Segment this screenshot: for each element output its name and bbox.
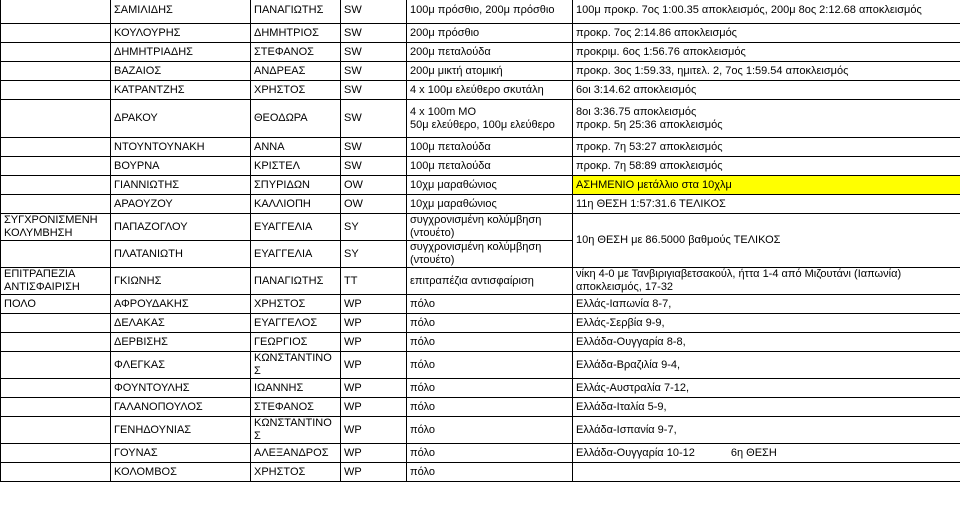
category-cell: SW — [341, 62, 407, 81]
result-cell: προκριμ. 6ος 1:56.76 αποκλεισμός — [573, 43, 960, 62]
last-name-cell: ΓΑΛΑΝΟΠΟΥΛΟΣ — [111, 398, 251, 417]
result-cell: προκρ. 3ος 1:59.33, ημιτελ. 2, 7ος 1:59.54 αποκλεισμός — [573, 62, 960, 81]
first-name-cell: ΕΥΑΓΓΕΛΟΣ — [251, 314, 341, 333]
last-name-cell: ΔΕΛΑΚΑΣ — [111, 314, 251, 333]
event-cell: πόλο — [407, 295, 573, 314]
result-cell: Ελλάδα-Ιταλία 5-9, — [573, 398, 960, 417]
first-name-cell: ΑΛΕΞΑΝΔΡΟΣ — [251, 444, 341, 463]
category-cell: SW — [341, 157, 407, 176]
category-cell: WP — [341, 379, 407, 398]
table-row — [1, 352, 960, 379]
table-row — [1, 417, 960, 444]
table-row — [1, 157, 960, 176]
last-name-cell: ΦΛΕΓΚΑΣ — [111, 352, 251, 379]
sport-cell — [1, 81, 111, 100]
table-row — [1, 333, 960, 352]
table-row — [1, 176, 960, 195]
result-cell: 6οι 3:14.62 αποκλεισμός — [573, 81, 960, 100]
event-cell: πόλο — [407, 352, 573, 379]
table-row — [1, 195, 960, 214]
sport-cell: ΠΟΛΟ — [1, 295, 111, 314]
event-cell: πόλο — [407, 463, 573, 482]
sport-cell — [1, 314, 111, 333]
result-line-1: 8οι 3:36.75 αποκλεισμός — [576, 105, 697, 118]
result-cell: Ελλάς-Αυστραλία 7-12, — [573, 379, 960, 398]
event-cell: 100μ πρόσθιο, 200μ πρόσθιο — [407, 0, 573, 24]
first-name-cell: ΙΩΑΝΝΗΣ — [251, 379, 341, 398]
sport-cell — [1, 241, 111, 268]
sport-cell: ΣΥΓΧΡΟΝΙΣΜΕΝΗ ΚΟΛΥΜΒΗΣΗ — [1, 214, 111, 241]
event-cell: πόλο — [407, 398, 573, 417]
table-row — [1, 444, 960, 463]
event-cell: πόλο — [407, 444, 573, 463]
result-cell — [573, 463, 960, 482]
category-cell: TT — [341, 268, 407, 295]
category-cell: OW — [341, 195, 407, 214]
last-name-cell: ΠΛΑΤΑΝΙΩΤΗ — [111, 241, 251, 268]
category-cell: OW — [341, 176, 407, 195]
table-row — [1, 100, 960, 138]
category-cell: SW — [341, 0, 407, 24]
sport-cell — [1, 444, 111, 463]
sport-cell — [1, 176, 111, 195]
first-name-cell: ΑΝΔΡΕΑΣ — [251, 62, 341, 81]
last-name-cell: ΝΤΟΥΝΤΟΥΝΑΚΗ — [111, 138, 251, 157]
event-cell: επιτραπέζια αντισφαίριση — [407, 268, 573, 295]
first-name-cell: ΚΩΝΣΤΑΝΤΙΝΟ Σ — [251, 352, 341, 379]
category-cell: WP — [341, 352, 407, 379]
category-cell: SW — [341, 24, 407, 43]
first-name-cell: ΠΑΝΑΓΙΩΤΗΣ — [251, 0, 341, 24]
event-cell: συγχρονισμένη κολύμβηση (ντουέτο) — [407, 241, 573, 268]
category-cell: SW — [341, 81, 407, 100]
category-cell: SY — [341, 214, 407, 241]
table-row — [1, 24, 960, 43]
result-cell: Ελλάδα-Ισπανία 9-7, — [573, 417, 960, 444]
first-name-cell: ΑΝΝΑ — [251, 138, 341, 157]
sport-cell — [1, 0, 111, 24]
category-cell: SY — [341, 241, 407, 268]
last-name-cell: ΔΡΑΚΟΥ — [111, 100, 251, 138]
category-cell: WP — [341, 295, 407, 314]
sport-cell: ΕΠΙΤΡΑΠΕΖΙΑ ΑΝΤΙΣΦΑΙΡΙΣΗ — [1, 268, 111, 295]
sport-cell — [1, 195, 111, 214]
category-cell: SW — [341, 43, 407, 62]
last-name-cell: ΚΟΛΟΜΒΟΣ — [111, 463, 251, 482]
first-name-cell: ΚΑΛΛΙΟΠΗ — [251, 195, 341, 214]
result-cell: 11η ΘΕΣΗ 1:57:31.6 ΤΕΛΙΚΟΣ — [573, 195, 960, 214]
category-cell: WP — [341, 314, 407, 333]
category-cell: WP — [341, 417, 407, 444]
last-name-cell: ΔΕΡΒΙΣΗΣ — [111, 333, 251, 352]
event-cell: 200μ μικτή ατομική — [407, 62, 573, 81]
sport-cell — [1, 463, 111, 482]
first-name-cell: ΧΡΗΣΤΟΣ — [251, 463, 341, 482]
table-row — [1, 0, 960, 24]
sport-cell — [1, 379, 111, 398]
sport-cell — [1, 417, 111, 444]
result-cell: νίκη 4-0 με Τανβιριγιαβετσακούλ, ήττα 1-4 από Μιζουτάνι (Ιαπωνία) αποκλεισμός, 17-32 — [573, 268, 960, 295]
event-cell: 200μ πρόσθιο — [407, 24, 573, 43]
last-name-cell: ΚΑΤΡΑΝΤΖΗΣ — [111, 81, 251, 100]
sport-cell — [1, 352, 111, 379]
event-cell: 100μ πεταλούδα — [407, 157, 573, 176]
sport-cell — [1, 24, 111, 43]
sport-cell — [1, 62, 111, 81]
result-cell: 100μ προκρ. 7ος 1:00.35 αποκλεισμός, 200μ 8ος 2:12.68 αποκλεισμός — [573, 0, 960, 24]
result-cell: προκρ. 7η 58:89 αποκλεισμός — [573, 157, 960, 176]
last-name-cell: ΓΟΥΝΑΣ — [111, 444, 251, 463]
table-row — [1, 268, 960, 295]
table-row — [1, 463, 960, 482]
last-name-cell: ΒΑΖΑΙΟΣ — [111, 62, 251, 81]
first-name-cell: ΣΤΕΦΑΝΟΣ — [251, 43, 341, 62]
category-cell: WP — [341, 333, 407, 352]
result-cell-highlighted: ΑΣΗΜΕΝΙΟ μετάλλιο στα 10χλμ — [573, 176, 960, 195]
event-cell: πόλο — [407, 417, 573, 444]
sport-cell — [1, 100, 111, 138]
first-name-cell: ΔΗΜΗΤΡΙΟΣ — [251, 24, 341, 43]
table-row — [1, 379, 960, 398]
table-row — [1, 81, 960, 100]
first-name-cell: ΕΥΑΓΓΕΛΙΑ — [251, 241, 341, 268]
last-name-cell: ΚΟΥΛΟΥΡΗΣ — [111, 24, 251, 43]
result-line-2: προκρ. 5η 25:36 αποκλεισμός — [576, 118, 723, 131]
table-row — [1, 314, 960, 333]
result-text: Ελλάδα-Ουγγαρία 10-12 — [576, 446, 695, 459]
event-cell: 10χμ μαραθώνιος — [407, 176, 573, 195]
event-line-2: 50μ ελεύθερο, 100μ ελεύθερο — [410, 118, 555, 131]
first-name-cell: ΧΡΗΣΤΟΣ — [251, 81, 341, 100]
first-name-cell: ΧΡΗΣΤΟΣ — [251, 295, 341, 314]
result-cell: Ελλάς-Ιαπωνία 8-7, — [573, 295, 960, 314]
first-name-cell: ΣΠΥΡΙΔΩΝ — [251, 176, 341, 195]
category-cell: SW — [341, 100, 407, 138]
last-name-cell: ΠΑΠΑΖΟΓΛΟΥ — [111, 214, 251, 241]
first-name-cell: ΓΕΩΡΓΙΟΣ — [251, 333, 341, 352]
event-cell: πόλο — [407, 314, 573, 333]
last-name-cell: ΑΦΡΟΥΔΑΚΗΣ — [111, 295, 251, 314]
last-name-cell: ΑΡΑΟΥΖΟΥ — [111, 195, 251, 214]
event-cell: 4 x 100μ ελεύθερο σκυτάλη — [407, 81, 573, 100]
table-row — [1, 62, 960, 81]
event-line-1: 4 x 100m ΜΟ — [410, 105, 477, 118]
table-row — [1, 214, 960, 241]
last-name-cell: ΓΕΝΗΔΟΥΝΙΑΣ — [111, 417, 251, 444]
first-name-cell: ΚΩΝΣΤΑΝΤΙΝΟ Σ — [251, 417, 341, 444]
result-extra: 6η ΘΕΣΗ — [730, 446, 777, 459]
category-cell: WP — [341, 444, 407, 463]
last-name-cell: ΦΟΥΝΤΟΥΛΗΣ — [111, 379, 251, 398]
last-name-cell: ΒΟΥΡΝΑ — [111, 157, 251, 176]
last-name-cell: ΔΗΜΗΤΡΙΑΔΗΣ — [111, 43, 251, 62]
category-cell: WP — [341, 398, 407, 417]
event-cell: συγχρονισμένη κολύμβηση (ντουέτο) — [407, 214, 573, 241]
result-cell: Ελλάδα-Ουγγαρία 8-8, — [573, 333, 960, 352]
table-row — [1, 43, 960, 62]
category-cell: SW — [341, 138, 407, 157]
first-name-cell: ΣΤΕΦΑΝΟΣ — [251, 398, 341, 417]
last-name-cell: ΓΚΙΩΝΗΣ — [111, 268, 251, 295]
result-cell: Ελλάδα-Βραζιλία 9-4, — [573, 352, 960, 379]
event-cell: 10χμ μαραθώνιος — [407, 195, 573, 214]
table-row — [1, 138, 960, 157]
result-cell: Ελλάς-Σερβία 9-9, — [573, 314, 960, 333]
first-name-cell: ΚΡΙΣΤΕΛ — [251, 157, 341, 176]
result-cell: 10η ΘΕΣΗ με 86.5000 βαθμούς ΤΕΛΙΚΟΣ — [573, 214, 960, 268]
table-row — [1, 295, 960, 314]
result-cell: προκρ. 7η 53:27 αποκλεισμός — [573, 138, 960, 157]
sport-cell — [1, 157, 111, 176]
table-row — [1, 398, 960, 417]
event-cell: πόλο — [407, 379, 573, 398]
result-cell — [573, 444, 960, 463]
event-cell — [407, 100, 573, 138]
event-cell: 100μ πεταλούδα — [407, 138, 573, 157]
last-name-cell: ΓΙΑΝΝΙΩΤΗΣ — [111, 176, 251, 195]
last-name-cell: ΣΑΜΙΛΙΔΗΣ — [111, 0, 251, 24]
event-cell: 200μ πεταλούδα — [407, 43, 573, 62]
first-name-cell: ΕΥΑΓΓΕΛΙΑ — [251, 214, 341, 241]
sport-cell — [1, 138, 111, 157]
sport-cell — [1, 43, 111, 62]
result-cell — [573, 100, 960, 138]
category-cell: WP — [341, 463, 407, 482]
event-cell: πόλο — [407, 333, 573, 352]
first-name-cell: ΘΕΟΔΩΡΑ — [251, 100, 341, 138]
sport-cell — [1, 398, 111, 417]
result-cell: προκρ. 7ος 2:14.86 αποκλεισμός — [573, 24, 960, 43]
first-name-cell: ΠΑΝΑΓΙΩΤΗΣ — [251, 268, 341, 295]
sport-cell — [1, 333, 111, 352]
